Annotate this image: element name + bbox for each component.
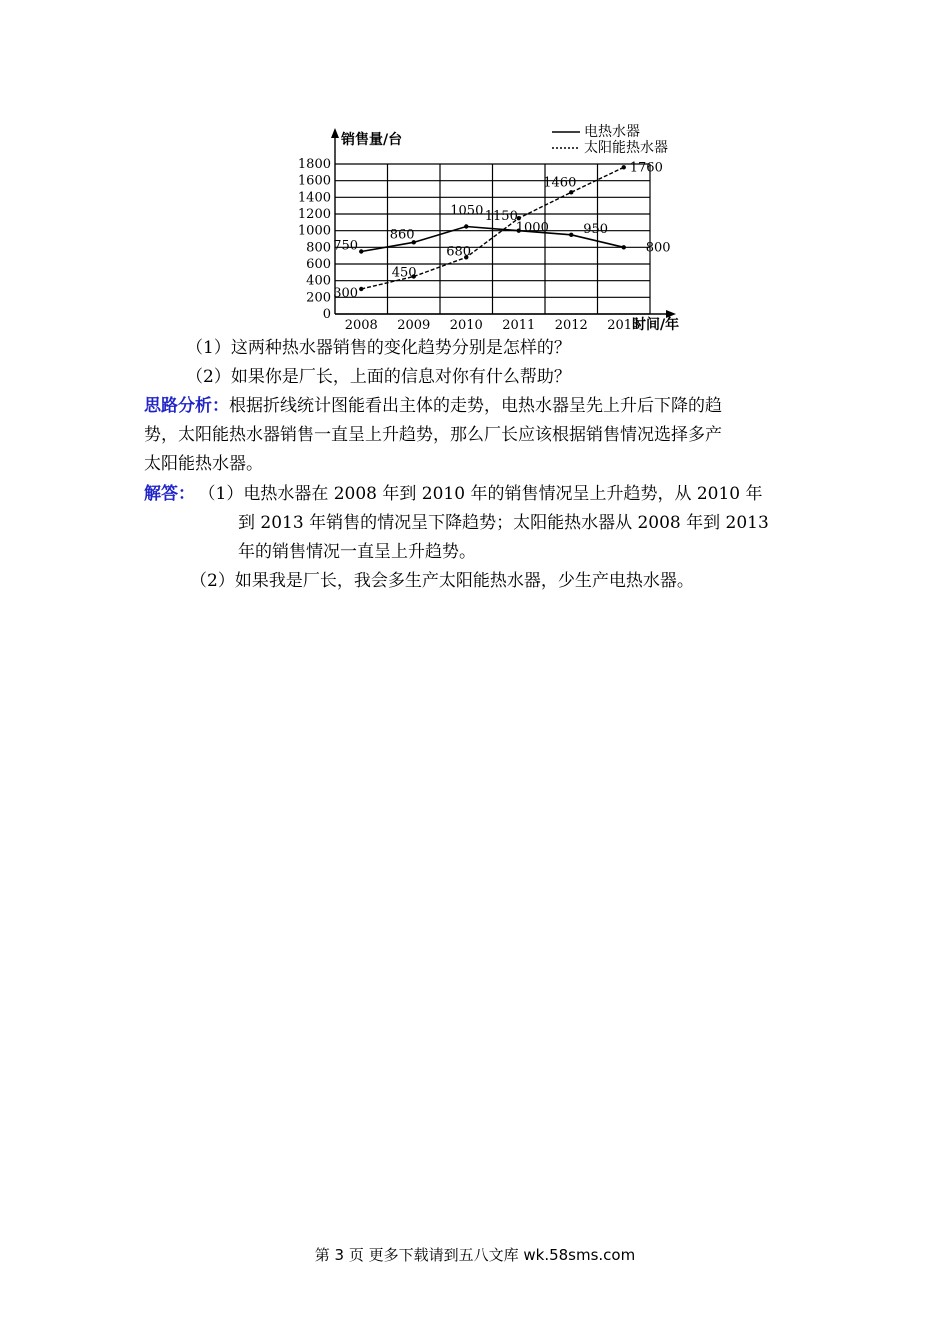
analysis-line-1 — [144, 392, 722, 420]
x-tick-label: 2010 — [449, 318, 483, 333]
sales-line-chart — [290, 118, 710, 340]
data-point — [622, 245, 626, 249]
answer-line-2: 到 2013 年销售的情况呈下降趋势；太阳能热水器从 2008 年到 2013 — [238, 513, 769, 533]
data-label: 860 — [389, 227, 415, 243]
data-label: 450 — [391, 265, 417, 281]
y-tick-label: 1400 — [297, 190, 331, 206]
answer-line-4: （2）如果我是厂长，我会多生产太阳能热水器，少生产电热水器。 — [190, 571, 694, 591]
data-label: 950 — [583, 221, 609, 237]
analysis-text-1: 根据折线统计图能看出主体的走势，电热水器呈先上升后下降的趋 — [229, 396, 722, 416]
y-tick-label: 1000 — [297, 223, 331, 239]
analysis-label: 思路分析： — [144, 396, 229, 416]
legend-label: 太阳能热水器 — [584, 140, 668, 156]
y-tick-label: 200 — [306, 290, 331, 306]
y-tick-label: 1600 — [297, 173, 331, 189]
answer-label: 解答： — [144, 484, 195, 504]
answer-line-1 — [144, 480, 763, 508]
y-tick-label: 800 — [306, 240, 331, 256]
data-label: 1000 — [515, 220, 549, 236]
data-label: 1150 — [484, 209, 518, 225]
x-tick-label: 2012 — [554, 318, 588, 333]
y-tick-label: 1800 — [297, 157, 331, 172]
y-tick-label: 400 — [306, 273, 331, 289]
y-axis-arrow — [331, 128, 339, 138]
analysis-line-2: 势，太阳能热水器销售一直呈上升趋势，那么厂长应该根据销售情况选择多产 — [144, 425, 722, 445]
chart-svg — [290, 118, 710, 340]
x-tick-label: 2013 — [607, 318, 641, 333]
page-footer: 第 3 页 更多下载请到五八文库 wk.58sms.com — [314, 1246, 636, 1264]
y-tick-label: 0 — [322, 307, 331, 322]
y-tick-label: 1200 — [297, 207, 331, 222]
data-point — [359, 249, 363, 253]
data-point — [569, 233, 573, 237]
answer-line-3: 年的销售情况一直呈上升趋势。 — [238, 542, 476, 562]
y-axis-title: 销售量/台 — [341, 132, 403, 148]
data-point — [359, 287, 363, 291]
x-tick-label: 2009 — [397, 318, 431, 333]
data-label: 1050 — [450, 203, 484, 219]
data-point — [464, 224, 468, 228]
x-tick-label: 2008 — [344, 318, 378, 333]
data-label: 680 — [446, 244, 472, 260]
data-label: 1460 — [543, 175, 577, 191]
data-label: 800 — [645, 240, 671, 256]
x-tick-label: 2011 — [502, 318, 536, 333]
question-2: （2）如果你是厂长，上面的信息对你有什么帮助？ — [186, 367, 571, 387]
x-axis-title: 时间/年 — [632, 317, 680, 333]
data-label: 300 — [333, 286, 359, 301]
data-point — [622, 165, 626, 169]
legend-label: 电热水器 — [584, 124, 640, 140]
answer-text-1: （1）电热水器在 2008 年到 2010 年的销售情况呈上升趋势，从 2010 年 — [207, 484, 763, 504]
y-tick-label: 600 — [306, 257, 331, 272]
data-point — [569, 190, 573, 194]
data-label-box: 1760 — [629, 160, 663, 176]
question-1: （1）这两种热水器销售的变化趋势分别是怎样的？ — [186, 338, 571, 358]
data-label: 750 — [333, 238, 359, 254]
analysis-line-3: 太阳能热水器。 — [144, 454, 263, 474]
